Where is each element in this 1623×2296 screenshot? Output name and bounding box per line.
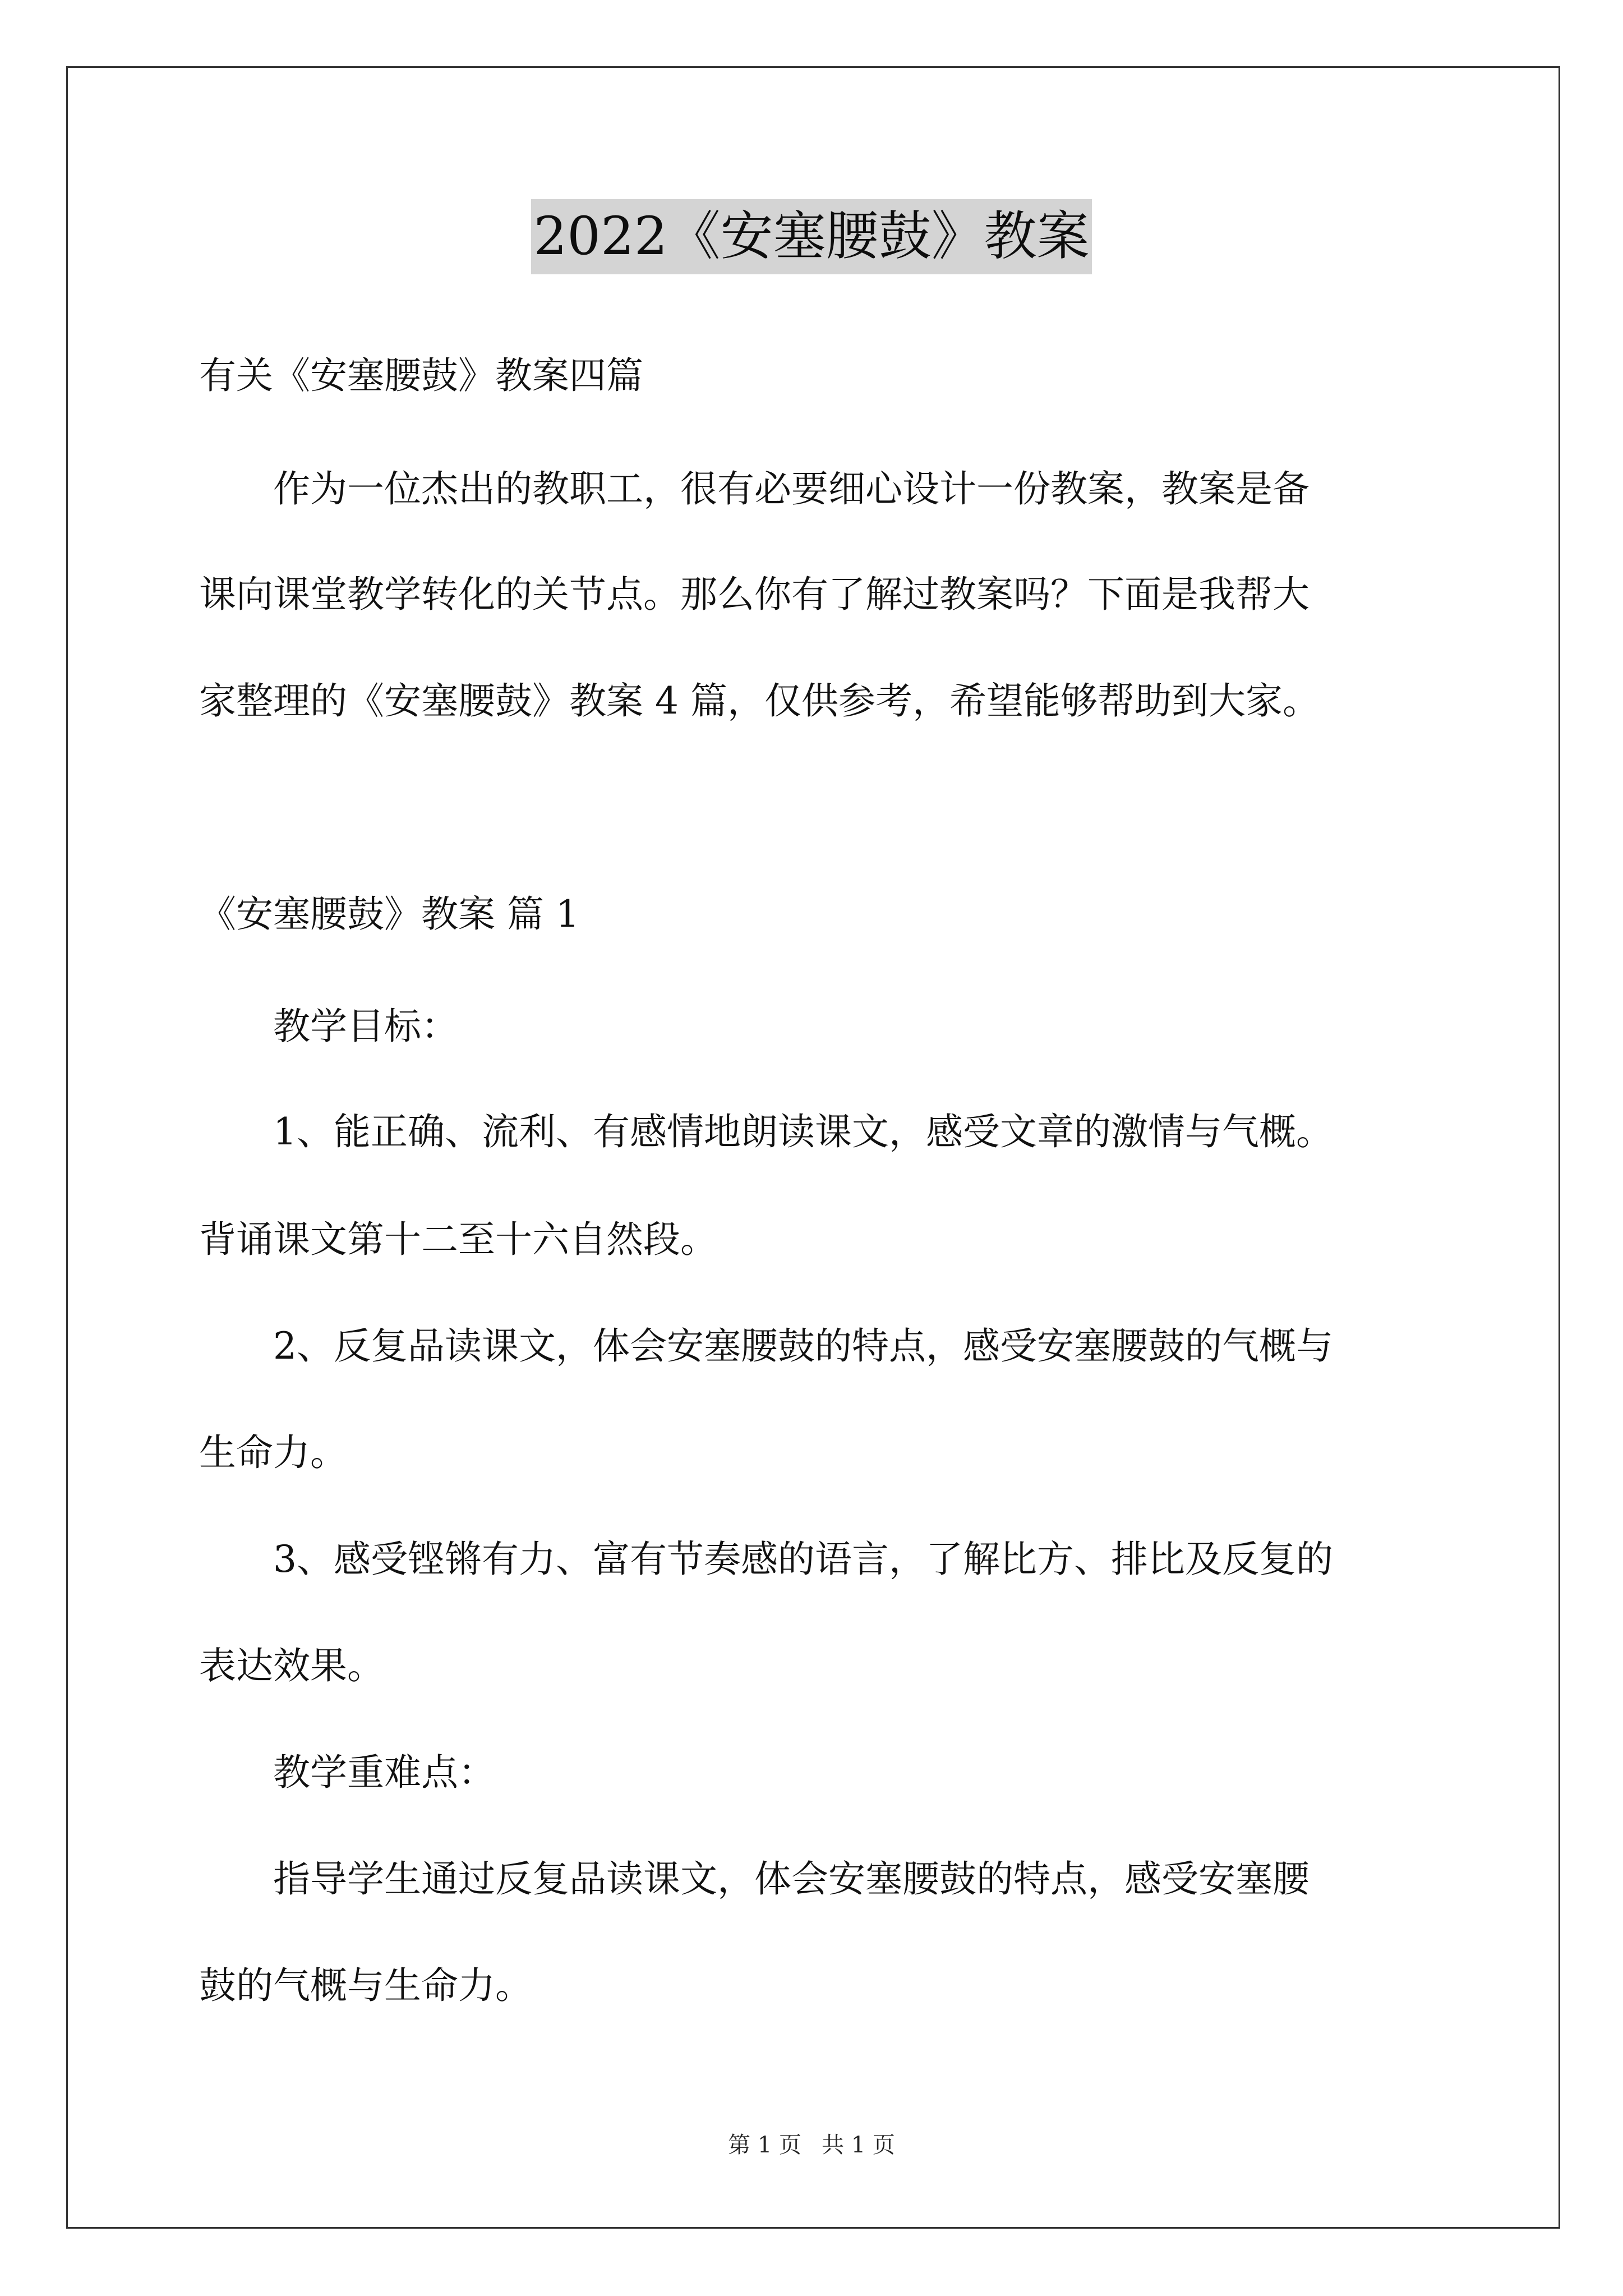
- section-heading: 《安塞腰鼓》教案 篇 1: [199, 892, 579, 936]
- objective-1-line-2: 背诵课文第十二至十六自然段。: [199, 1218, 717, 1261]
- objective-3-line-1: 3、感受铿锵有力、富有节奏感的语言，了解比方、排比及反复的: [199, 1538, 1333, 1581]
- objective-2-line-1: 2、反复品读课文，体会安塞腰鼓的特点，感受安塞腰鼓的气概与: [199, 1324, 1333, 1368]
- document-title: 2022《安塞腰鼓》教案: [531, 199, 1091, 274]
- difficulty-heading: 教学重难点：: [199, 1751, 495, 1794]
- difficulty-line-1: 指导学生通过反复品读课文，体会安塞腰鼓的特点，感受安塞腰: [199, 1857, 1310, 1901]
- page-number-total: 共 1 页: [822, 2132, 895, 2158]
- objective-2-line-2: 生命力。: [199, 1431, 347, 1474]
- intro-line-2: 课向课堂教学转化的关节点。那么你有了解过教案吗？下面是我帮大: [199, 573, 1310, 616]
- objective-1-line-1: 1、能正确、流利、有感情地朗读课文，感受文章的激情与气概。: [199, 1110, 1333, 1153]
- objectives-heading: 教学目标：: [199, 1005, 458, 1048]
- title-container: [0, 199, 1623, 274]
- intro-line-3: 家整理的《安塞腰鼓》教案 4 篇，仅供参考，希望能够帮助到大家。: [199, 679, 1320, 723]
- objective-3-line-2: 表达效果。: [199, 1644, 384, 1687]
- difficulty-line-2: 鼓的气概与生命力。: [199, 1964, 532, 2007]
- intro-line-1: 作为一位杰出的教职工，很有必要细心设计一份教案，教案是备: [199, 467, 1310, 510]
- subtitle-line: 有关《安塞腰鼓》教案四篇: [199, 354, 643, 397]
- page-number-current: 第 1 页: [728, 2132, 801, 2158]
- page-footer: [0, 2132, 1623, 2159]
